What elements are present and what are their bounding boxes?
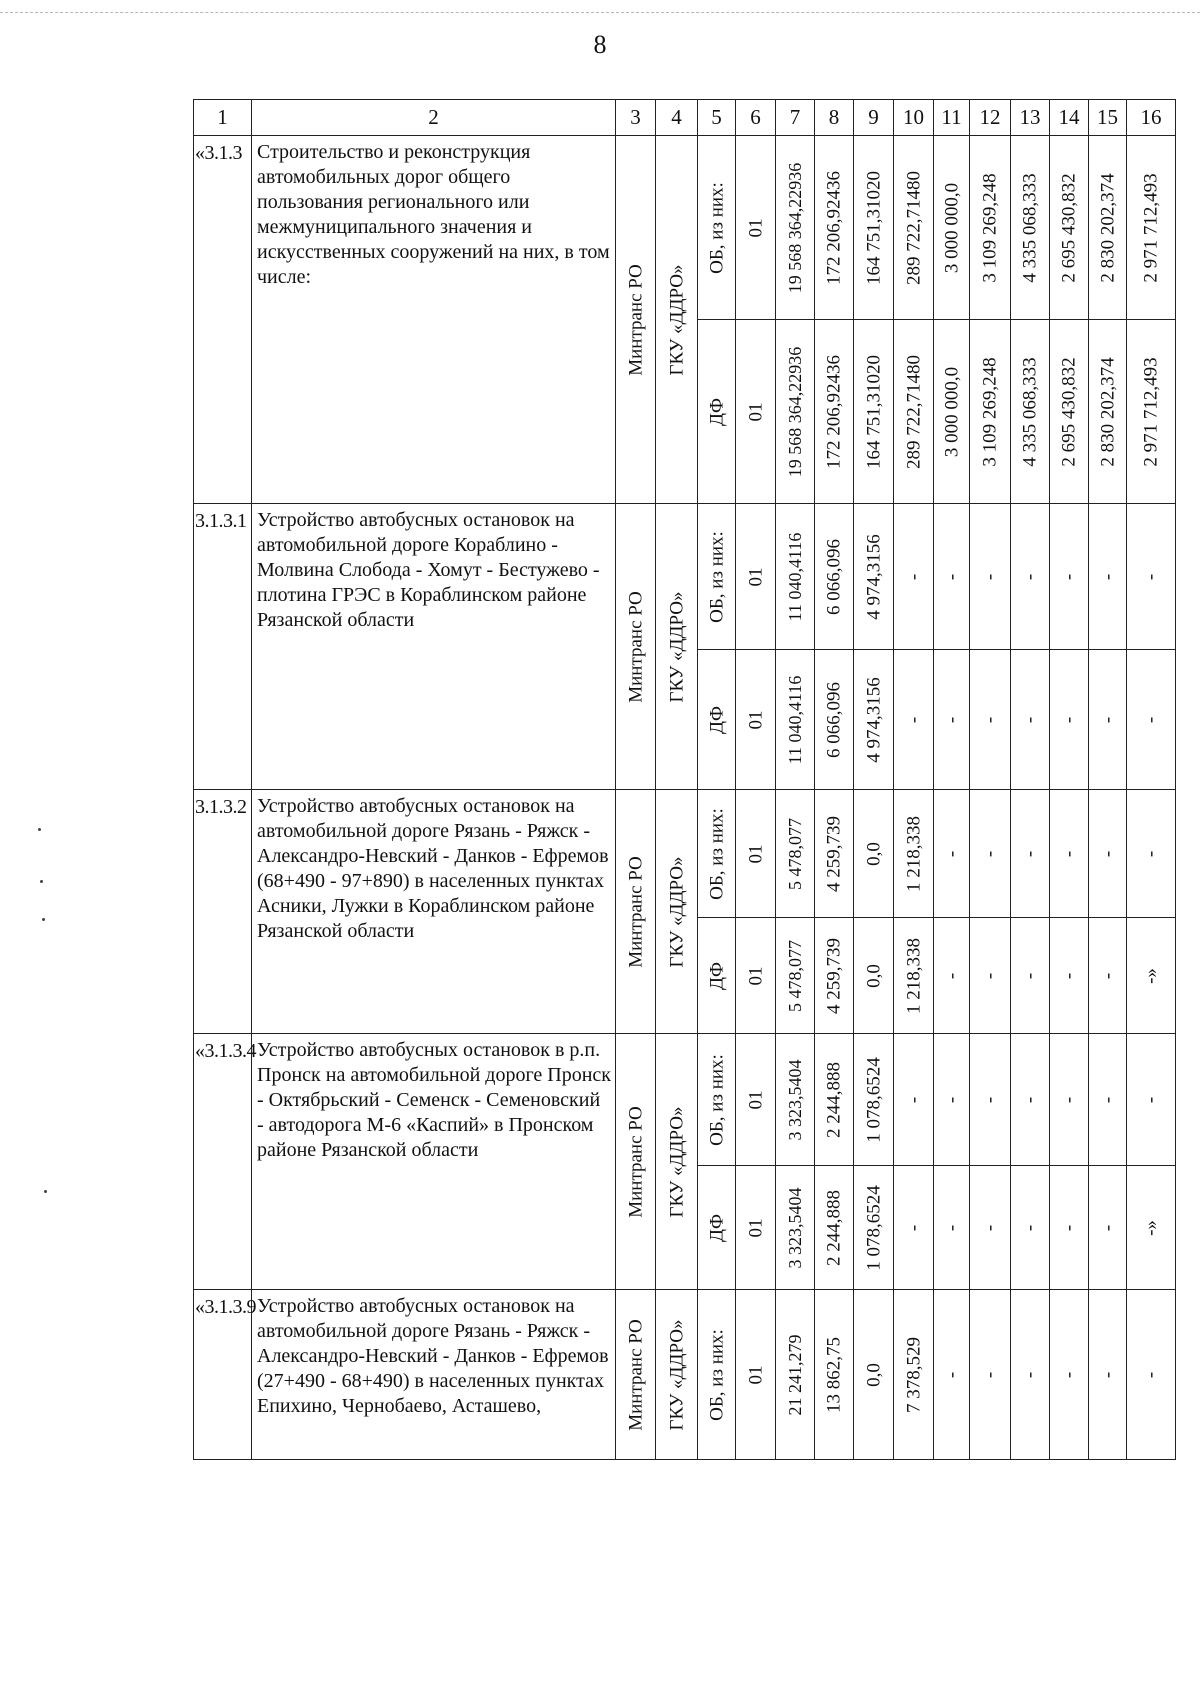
value-text: - — [941, 1224, 962, 1231]
value-text: ДФ — [706, 1213, 727, 1242]
value-text: - — [1097, 1096, 1118, 1103]
value-text: 2 971 712,493 — [1140, 172, 1162, 283]
value-text: 289 722,71480 — [903, 170, 924, 285]
value-text: - — [1058, 1224, 1080, 1231]
header-cell: 13 — [1011, 100, 1050, 136]
value-cell — [894, 918, 934, 1034]
executor-label: ГКУ «ДДРО» — [666, 1319, 687, 1430]
value-text: 2 971 712,493 — [1140, 356, 1162, 467]
value-text: ДФ — [706, 397, 727, 426]
value-cell — [776, 1290, 815, 1460]
value-cell — [815, 650, 854, 790]
value-cell — [1011, 650, 1050, 790]
value-text: - — [903, 716, 924, 723]
value-cell — [1089, 1290, 1127, 1460]
header-row — [194, 100, 1176, 136]
value-cell — [1011, 918, 1050, 1034]
value-text: - — [1058, 1371, 1080, 1378]
value-text: - — [941, 850, 962, 857]
value-text: - — [1140, 1371, 1162, 1378]
value-cell — [1127, 790, 1176, 918]
value-cell — [698, 136, 736, 320]
value-text: - — [1019, 573, 1041, 580]
value-cell — [736, 1290, 776, 1460]
value-text: ОБ, из них: — [706, 807, 727, 900]
value-cell — [1050, 136, 1089, 320]
value-cell — [1089, 918, 1127, 1034]
value-cell — [815, 1034, 854, 1166]
value-cell — [776, 918, 815, 1034]
value-cell — [970, 136, 1011, 320]
value-cell — [934, 1290, 970, 1460]
value-cell — [815, 790, 854, 918]
value-text: - — [1140, 1096, 1162, 1103]
value-text: - — [1019, 716, 1041, 723]
header-cell: 8 — [815, 100, 854, 136]
header-cell: 6 — [736, 100, 776, 136]
value-text: - — [1019, 850, 1041, 857]
value-cell — [1089, 504, 1127, 650]
row-name: Устройство автобусных остановок на автомобильной дороге Кораблино - Молвина Слобода - Хомут - Бестужево - плотина ГРЭС в Кораблинском районе Рязанской области — [252, 504, 616, 790]
value-text: - — [1058, 1096, 1080, 1103]
value-text: 2 244,888 — [823, 1189, 845, 1266]
value-text: ОБ, из них: — [706, 1328, 727, 1421]
page-number: 8 — [593, 30, 607, 59]
value-cell — [776, 320, 815, 504]
value-cell — [1050, 320, 1089, 504]
value-cell — [894, 1166, 934, 1290]
value-text: 6 066,096 — [823, 681, 845, 758]
value-cell — [1089, 790, 1127, 918]
value-cell — [815, 136, 854, 320]
header-cell: 1 — [194, 100, 252, 136]
executor-cell — [656, 1034, 698, 1290]
value-text: - — [1140, 716, 1162, 723]
value-cell — [854, 320, 894, 504]
row-name: Устройство автобусных остановок на автомобильной дороге Рязань - Ряжск - Александро-Невский - Данков - Ефремов (68+490 - 97+890) в населенных пунктах Асники, Лужки в Кораблинском районе Рязанской области — [252, 790, 616, 1034]
row-code: «3.1.3.4 — [194, 1034, 252, 1290]
value-cell — [854, 504, 894, 650]
value-cell — [736, 1166, 776, 1290]
table-row — [194, 504, 1176, 650]
value-cell — [776, 1034, 815, 1166]
value-text: 21 241,279 — [785, 1334, 805, 1415]
value-text: ДФ — [706, 961, 727, 990]
value-cell — [776, 504, 815, 650]
value-text: 01 — [745, 1090, 766, 1109]
value-cell — [698, 1034, 736, 1166]
value-cell — [934, 320, 970, 504]
scan-speck — [42, 918, 45, 921]
value-cell — [736, 1034, 776, 1166]
value-text: - — [1097, 716, 1118, 723]
value-text: 2 695 430,832 — [1058, 172, 1080, 283]
table-row — [194, 790, 1176, 918]
value-text: - — [941, 716, 962, 723]
value-cell — [1127, 320, 1176, 504]
header-cell: 7 — [776, 100, 815, 136]
row-code: 3.1.3.1 — [194, 504, 252, 790]
value-cell — [1011, 504, 1050, 650]
ministry-label: Минтранс РО — [625, 855, 646, 968]
scan-speck — [38, 828, 41, 831]
value-cell — [894, 650, 934, 790]
value-text: 4 259,739 — [823, 815, 845, 892]
executor-cell — [656, 504, 698, 790]
value-text: ОБ, из них: — [706, 1053, 727, 1146]
value-text: 19 568 364,22936 — [785, 346, 805, 477]
value-text: 13 862,75 — [823, 1336, 845, 1413]
value-text: 01 — [745, 218, 766, 237]
value-text: - — [979, 716, 1001, 723]
value-text: 01 — [745, 1365, 766, 1384]
value-text: 164 751,31020 — [863, 170, 884, 285]
value-cell — [854, 136, 894, 320]
value-text: - — [1097, 1224, 1118, 1231]
executor-cell — [656, 136, 698, 504]
value-text: - — [903, 573, 924, 580]
ministry-cell — [616, 136, 656, 504]
table-row — [194, 1290, 1176, 1460]
value-text: - — [979, 1224, 1001, 1231]
executor-label: ГКУ «ДДРО» — [666, 591, 687, 702]
value-text: 3 000 000,0 — [941, 182, 962, 273]
value-text: - — [1019, 972, 1041, 979]
value-cell — [934, 136, 970, 320]
value-cell — [1011, 136, 1050, 320]
value-cell — [776, 650, 815, 790]
value-cell — [854, 790, 894, 918]
value-cell — [815, 504, 854, 650]
value-cell — [815, 1290, 854, 1460]
value-text: 4 335 068,333 — [1019, 172, 1041, 283]
ministry-cell — [616, 790, 656, 1034]
value-text: 0,0 — [863, 1362, 884, 1387]
value-text: 19 568 364,22936 — [785, 162, 805, 293]
value-cell — [698, 320, 736, 504]
value-cell — [698, 650, 736, 790]
value-cell — [854, 650, 894, 790]
value-cell — [934, 650, 970, 790]
value-cell — [1089, 136, 1127, 320]
value-text: 01 — [745, 402, 766, 421]
value-text: 01 — [745, 966, 766, 985]
value-cell — [815, 918, 854, 1034]
value-cell — [1127, 918, 1176, 1034]
row-code: «3.1.3 — [194, 136, 252, 504]
scan-artifact-line — [0, 12, 1200, 13]
value-text: - — [941, 972, 962, 979]
value-cell — [736, 650, 776, 790]
value-text: 0,0 — [863, 963, 884, 988]
value-cell — [736, 504, 776, 650]
value-cell — [736, 918, 776, 1034]
value-cell — [776, 790, 815, 918]
value-cell — [970, 320, 1011, 504]
value-cell — [854, 1166, 894, 1290]
value-cell — [1089, 650, 1127, 790]
value-text: 2 830 202,374 — [1097, 172, 1118, 283]
value-text: - — [1097, 1371, 1118, 1378]
value-text: - — [941, 1096, 962, 1103]
value-text: ДФ — [706, 705, 727, 734]
value-cell — [1089, 1034, 1127, 1166]
value-cell — [854, 918, 894, 1034]
value-cell — [815, 320, 854, 504]
header-cell: 2 — [252, 100, 616, 136]
value-cell — [1127, 650, 1176, 790]
value-text: 1 078,6524 — [863, 1184, 884, 1271]
scan-speck — [44, 1190, 47, 1193]
value-cell — [698, 918, 736, 1034]
value-text: 6 066,096 — [823, 538, 845, 615]
executor-label: ГКУ «ДДРО» — [666, 856, 687, 967]
value-cell — [894, 504, 934, 650]
value-text: 01 — [745, 710, 766, 729]
header-cell: 3 — [616, 100, 656, 136]
value-text: - — [1058, 850, 1080, 857]
value-cell — [894, 136, 934, 320]
budget-table — [193, 99, 1176, 1460]
ministry-cell — [616, 1290, 656, 1460]
header-cell: 10 — [894, 100, 934, 136]
value-text: 2 695 430,832 — [1058, 356, 1080, 467]
value-text: - — [1058, 972, 1080, 979]
value-cell — [1127, 1166, 1176, 1290]
value-cell — [1127, 1290, 1176, 1460]
header-cell: 5 — [698, 100, 736, 136]
header-cell: 15 — [1089, 100, 1127, 136]
row-code: 3.1.3.2 — [194, 790, 252, 1034]
value-cell — [736, 320, 776, 504]
value-text: 1 218,338 — [903, 937, 924, 1014]
value-cell — [854, 1290, 894, 1460]
value-text: - — [1097, 850, 1118, 857]
header-cell: 4 — [656, 100, 698, 136]
value-text: - — [1140, 573, 1162, 580]
value-text: 4 974,3156 — [863, 676, 884, 763]
value-text: 3 323,5404 — [785, 1187, 805, 1268]
value-cell — [934, 1034, 970, 1166]
value-text: 4 259,739 — [823, 937, 845, 1014]
value-cell — [1050, 650, 1089, 790]
value-cell — [970, 1034, 1011, 1166]
value-text: - — [1019, 1371, 1041, 1378]
ministry-label: Минтранс РО — [625, 263, 646, 376]
value-cell — [894, 1034, 934, 1166]
header-cell: 12 — [970, 100, 1011, 136]
value-cell — [854, 1034, 894, 1166]
value-text: 0,0 — [863, 841, 884, 866]
ministry-label: Минтранс РО — [625, 1105, 646, 1218]
value-cell — [698, 790, 736, 918]
value-text: - — [1097, 573, 1118, 580]
row-name: Строительство и реконструкция автомобильных дорог общего пользования регионального или межмуниципального значения и искусственных сооружений на них, в том числе: — [252, 136, 616, 504]
value-text: 3 109 269,248 — [979, 356, 1001, 467]
value-cell — [736, 790, 776, 918]
header-cell: 14 — [1050, 100, 1089, 136]
value-cell — [1050, 1034, 1089, 1166]
value-text: - — [1058, 573, 1080, 580]
value-text: - — [1019, 1224, 1041, 1231]
value-cell — [736, 136, 776, 320]
value-text: - — [941, 1371, 962, 1378]
ministry-cell — [616, 1034, 656, 1290]
table-row — [194, 136, 1176, 320]
value-cell — [815, 1166, 854, 1290]
value-text: 4 974,3156 — [863, 533, 884, 620]
value-cell — [1089, 1166, 1127, 1290]
table-row — [194, 1034, 1176, 1166]
value-cell — [776, 136, 815, 320]
value-cell — [1011, 790, 1050, 918]
value-text: - — [1097, 972, 1118, 979]
value-cell — [1011, 1290, 1050, 1460]
value-cell — [776, 1166, 815, 1290]
value-text: 289 722,71480 — [903, 354, 924, 469]
row-code: «3.1.3.9 — [194, 1290, 252, 1460]
value-cell — [894, 790, 934, 918]
value-cell — [1050, 504, 1089, 650]
executor-cell — [656, 1290, 698, 1460]
value-text: - — [979, 573, 1001, 580]
value-text: -» — [1140, 1219, 1162, 1236]
value-text: 11 040,4116 — [785, 675, 805, 764]
value-cell — [1050, 1290, 1089, 1460]
value-cell — [1127, 504, 1176, 650]
value-cell — [1011, 1166, 1050, 1290]
value-text: 2 244,888 — [823, 1061, 845, 1138]
value-cell — [934, 918, 970, 1034]
value-cell — [970, 918, 1011, 1034]
value-text: - — [979, 972, 1001, 979]
value-text: 7 378,529 — [903, 1336, 924, 1413]
row-name: Устройство автобусных остановок в р.п. Пронск на автомобильной дороге Пронск - Октябрьский - Семенск - Семеновский - автодорога М-6 «Каспий» в Пронском районе Рязанской области — [252, 1034, 616, 1290]
value-cell — [970, 504, 1011, 650]
value-text: 1 218,338 — [903, 815, 924, 892]
value-text: 01 — [745, 1218, 766, 1237]
value-cell — [970, 1290, 1011, 1460]
value-cell — [970, 1166, 1011, 1290]
value-text: 3 323,5404 — [785, 1059, 805, 1140]
value-text: 01 — [745, 567, 766, 586]
value-cell — [1050, 1166, 1089, 1290]
value-text: 172 206,92436 — [823, 354, 845, 469]
value-text: - — [979, 1371, 1001, 1378]
value-cell — [1127, 1034, 1176, 1166]
value-text: - — [941, 573, 962, 580]
value-cell — [698, 1290, 736, 1460]
value-text: 4 335 068,333 — [1019, 356, 1041, 467]
value-text: ОБ, из них: — [706, 530, 727, 623]
value-text: 5 478,077 — [785, 939, 805, 1012]
header-cell: 9 — [854, 100, 894, 136]
value-text: 01 — [745, 844, 766, 863]
value-cell — [1011, 1034, 1050, 1166]
value-cell — [1011, 320, 1050, 504]
header-cell: 11 — [934, 100, 970, 136]
value-text: -» — [1140, 967, 1162, 984]
executor-cell — [656, 790, 698, 1034]
value-cell — [698, 1166, 736, 1290]
executor-label: ГКУ «ДДРО» — [666, 1106, 687, 1217]
value-text: - — [903, 1224, 924, 1231]
value-cell — [970, 790, 1011, 918]
value-cell — [1127, 136, 1176, 320]
value-cell — [934, 790, 970, 918]
value-text: 11 040,4116 — [785, 532, 805, 621]
value-cell — [934, 1166, 970, 1290]
value-text: 1 078,6524 — [863, 1056, 884, 1143]
value-text: 3 000 000,0 — [941, 366, 962, 457]
value-cell — [698, 504, 736, 650]
value-text: - — [1058, 716, 1080, 723]
ministry-label: Минтранс РО — [625, 590, 646, 703]
value-cell — [1089, 320, 1127, 504]
value-text: ОБ, из них: — [706, 181, 727, 274]
value-text: 172 206,92436 — [823, 170, 845, 285]
value-cell — [1050, 918, 1089, 1034]
row-name: Устройство автобусных остановок на автомобильной дороге Рязань - Ряжск - Александро-Невский - Данков - Ефремов (27+490 - 68+490) в населенных пунктах Епихино, Чернобаево, Асташево, — [252, 1290, 616, 1460]
ministry-cell — [616, 504, 656, 790]
value-text: 2 830 202,374 — [1097, 356, 1118, 467]
value-text: 5 478,077 — [785, 817, 805, 890]
value-cell — [1050, 790, 1089, 918]
value-text: 3 109 269,248 — [979, 172, 1001, 283]
value-cell — [970, 650, 1011, 790]
value-cell — [894, 1290, 934, 1460]
value-cell — [934, 504, 970, 650]
header-cell: 16 — [1127, 100, 1176, 136]
value-text: - — [903, 1096, 924, 1103]
value-text: - — [979, 850, 1001, 857]
executor-label: ГКУ «ДДРО» — [666, 264, 687, 375]
scan-speck — [40, 880, 43, 883]
ministry-label: Минтранс РО — [625, 1318, 646, 1431]
value-text: - — [1019, 1096, 1041, 1103]
value-text: - — [1140, 850, 1162, 857]
value-cell — [894, 320, 934, 504]
value-text: - — [979, 1096, 1001, 1103]
value-text: 164 751,31020 — [863, 354, 884, 469]
